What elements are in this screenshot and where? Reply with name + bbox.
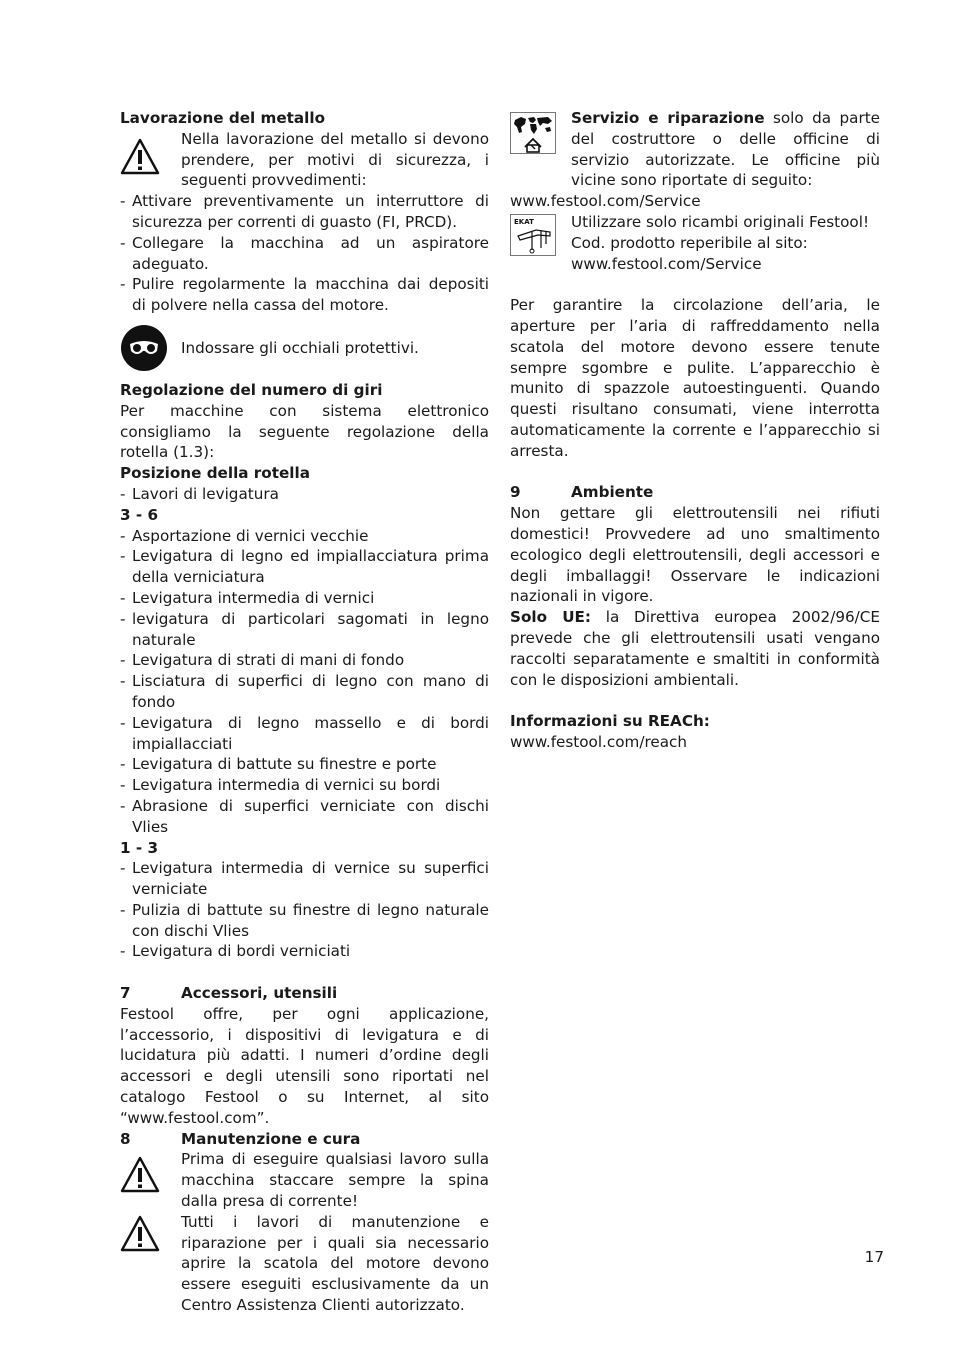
list-item: - Lisciatura di superfici di legno con mano di fondo: [120, 671, 489, 713]
section-title: Accessori, utensili: [181, 984, 338, 1003]
safety-goggles-icon: [120, 324, 181, 372]
service-url: www.festool.com/Service: [510, 192, 701, 211]
warning-icon: [120, 1212, 181, 1254]
section-title: Manutenzione e cura: [181, 1129, 361, 1148]
section-number: 9: [510, 483, 521, 502]
spare-parts-block: [510, 212, 880, 274]
section-heading-speed: Regolazione del numero di giri: [120, 380, 383, 399]
wheel-position-subheading: Posizione della rotella: [120, 464, 310, 483]
section-number: 8: [120, 1129, 131, 1148]
list-item: - Levigatura di strati di mani di fondo: [120, 650, 489, 671]
maintenance-warning-1: [120, 1149, 489, 1211]
speed-range-list: [120, 858, 489, 962]
section-heading-maintenance: [120, 1129, 489, 1150]
ekat-label: EKAT: [514, 217, 534, 226]
list-item: - Asportazione di vernici vecchie: [120, 526, 489, 547]
metal-warning-block: [120, 129, 489, 191]
goggles-note: Indossare gli occhiali protettivi.: [181, 338, 419, 357]
list-item: - Pulire regolarmente la macchina dai depositi di polvere nella cassa del motore.: [120, 274, 489, 316]
list-item: - Levigatura intermedia di vernice su superfici verniciate: [120, 858, 489, 900]
list-item: - Levigatura intermedia di vernici: [120, 588, 489, 609]
speed-range-list: [120, 526, 489, 838]
warning-text: Prima di eseguire qualsiasi lavoro sulla macchina staccare sempre la spina dalla presa di corrente!: [181, 1150, 489, 1211]
accessories-text: Festool offre, per ogni applicazione, l’accessorio, i dispositivi di levigatura e di lucidatura più adatti. I numeri d’ordine degli accessori e degli utensili sono riportati nel catalogo Festool o su Internet, al sito “www.festool.com”.: [120, 1004, 489, 1127]
spare-parts-line: Utilizzare solo ricambi originali Festool!: [571, 212, 870, 231]
list-item: - Attivare preventivamente un interruttore di sicurezza per correnti di guasto (FI, PRCD).: [120, 191, 489, 233]
eu-description: la Direttiva europea 2002/96/CE prevede che gli elettroutensili usati vengano raccolti separatamente e smaltiti in conformità con le disposizioni ambientali.: [510, 608, 880, 689]
warning-icon: [120, 1149, 181, 1195]
list-item: - Collegare la macchina ad un aspiratore adeguato.: [120, 233, 489, 275]
reach-heading: Informazioni su REACh:: [510, 712, 710, 731]
list-item: - Levigatura di legno massello e di bordi impiallacciati: [120, 713, 489, 755]
list-item: - Levigatura di legno ed impiallacciatura prima della verniciatura: [120, 546, 489, 588]
speed-range-label: 3 - 6: [120, 505, 159, 524]
list-item: - Levigatura di battute su finestre e porte: [120, 754, 489, 775]
list-item: - Pulizia di battute su finestre di legno naturale con dischi Vlies: [120, 900, 489, 942]
reach-url: www.festool.com/reach: [510, 732, 687, 751]
goggles-block: [120, 324, 489, 372]
left-column: [120, 108, 489, 1316]
maintenance-warning-2: [120, 1212, 489, 1316]
list-item: - Lavori di levigatura: [120, 484, 489, 505]
spare-parts-text: [571, 212, 880, 274]
eu-directive-text: [510, 607, 880, 690]
service-text: [571, 108, 880, 191]
section-title: Ambiente: [571, 483, 654, 502]
warning-icon: [120, 129, 181, 177]
spare-parts-url: www.festool.com/Service: [571, 254, 762, 273]
warning-text: Tutti i lavori di manutenzione e riparazione per i quali sia necessario aprire la scatola del motore devono essere eseguiti esclusivamente da un Centro Assistenza Clienti autorizzato.: [181, 1212, 489, 1315]
metal-intro-text: Nella lavorazione del metallo si devono prendere, per motivi di sicurezza, i seguenti provvedimenti:: [181, 129, 489, 190]
ekat-parts-icon: [510, 212, 571, 256]
spare-parts-line: Cod. prodotto reperibile al sito:: [571, 233, 808, 252]
section-heading-accessories: [120, 983, 489, 1004]
world-service-icon: [510, 108, 571, 154]
sanding-work-list: [120, 484, 489, 505]
environment-text: Non gettare gli elettroutensili nei rifiuti domestici! Provvedere ad uno smaltimento ecologico degli elettroutensili, degli accessori e degli imballaggi! Osservare le indicazioni nazionali in vigore.: [510, 504, 880, 606]
list-item: - Levigatura intermedia di vernici su bordi: [120, 775, 489, 796]
speed-intro-text: Per macchine con sistema elettronico consigliamo la seguente regolazione della rotella (1.3):: [120, 401, 489, 462]
section-heading-metal: Lavorazione del metallo: [120, 109, 326, 127]
page-number: 17: [864, 1248, 884, 1266]
speed-range-label: 1 - 3: [120, 838, 159, 857]
list-item: - Abrasione di superfici verniciate con dischi Vlies: [120, 796, 489, 838]
list-item: - Levigatura di bordi verniciati: [120, 941, 489, 962]
metal-measures-list: [120, 191, 489, 316]
eu-label: Solo UE:: [510, 608, 591, 627]
service-block: [510, 108, 880, 191]
right-column: [510, 108, 880, 753]
service-heading: Servizio e riparazione: [571, 109, 765, 127]
section-heading-environment: [510, 482, 880, 503]
air-circulation-text: Per garantire la circolazione dell’aria, le aperture per l’aria di raffreddamento nella scatola del motore devono essere tenute sempre sgombre e pulite. L’apparecchio è munito di spazzole autoestinguenti. Quando questi risultano consumati, viene interrotta automaticamente la corrente e l’apparecchio si arresta.: [510, 296, 880, 460]
section-number: 7: [120, 984, 131, 1003]
list-item: - levigatura di particolari sagomati in legno naturale: [120, 609, 489, 651]
service-description: solo da parte del costruttore o delle officine di servizio autorizzate. Le officine più vicine sono riportate di seguito:: [571, 109, 880, 190]
